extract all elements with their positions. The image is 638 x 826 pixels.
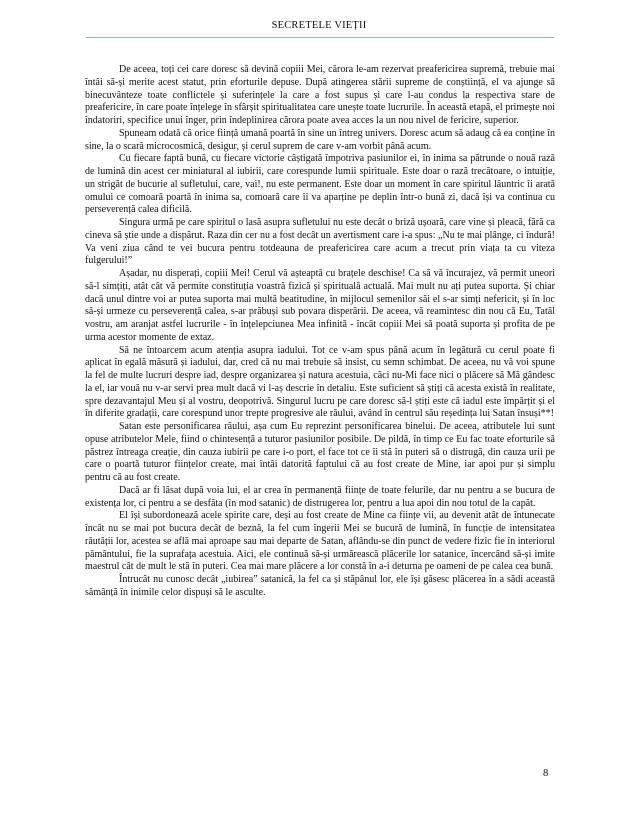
paragraph: El își subordonează acele spirite care, deși au fost create de Mine ca ființe vii, au devenit atât de întunecate încât nu se mai pot bucura decât de beznă, la fel cum îngerii Mei se bucură de lumină, în funcție de intensitatea răutății lor, acestea se află mai aproape sau mai departe de Satan, aflându-se din punct de vedere fizic fie în interiorul pământului, fie la suprafața acestuia. Aici, ele continuă să-și urmărească plăcerile lor satanice, încercând să-și imite maestrul cât de mult le stă în puteri. Cea mai mare plăcere a lor constă în a-i deturna pe oameni de pe calea cea bună. <box>85 510 555 573</box>
paragraph: De aceea, toți cei care doresc să devină copiii Mei, cărora le-am rezervat preafericirea supremă, trebuie mai întâi să-și merite acest statut, prin eforturile depuse. După atingerea stării supreme de conștiință, el va ajunge să binecuvânteze toate conflictele și suferințele la care a fost supus și care l-au condus la respectiva stare de preafericire, în care poate înțelege în sfârșit spiritualitatea care unește toate lucrurile. În această etapă, el primește noi îndatoriri, specifice unui înger, prin îndeplinirea cărora poate avea acces la un nou nivel de fericire, superior. <box>85 64 555 126</box>
paragraph: Să ne întoarcem acum atenția asupra iadului. Tot ce v-am spus până acum în legătură cu cerul poate fi aplicat în egală măsură și iadului, dar, cred că nu mai trebuie să insist, cu semn schimbat. De aceea, nu vă voi spune la fel de multe lucruri despre iad, despre organizarea și natura acestuia, căci nu-Mi face nici o plăcere să Mă gândesc la el, iar vouă nu v-ar servi prea mult dacă vi l-aș descrie în detaliu. Este suficient să știți că acesta există în realitate, spre dezavantajul Meu și al vostru, deopotrivă. Singurul lucru pe care doresc să-l știți este că iadul este împărțit și el în diferite gradații, care corespund unor trepte progresive ale răului, având în centrul său reședința lui Satan însuși**! <box>85 344 555 420</box>
paragraph: Cu fiecare faptă bună, cu fiecare victorie câștigată împotriva pasiunilor ei, în inima sa pătrunde o nouă rază de lumină din acest cer miniatural al iubirii, care corespunde lumii spirituale. Este doar o rază trecătoare, o intuiție, un strigăt de bucurie al sufletului, care, vai!, nu este permanent. Este doar un moment în care spiritul lăuntric îi arată omului ce comoară poartă în inima sa, comoară care îi va aparține pe deplin într-o bună zi, dacă își va continua cu perseverență calea dificilă. <box>85 153 555 216</box>
paragraph: Singura urmă pe care spiritul o lasă asupra sufletului nu este decât o briză ușoară, care vine și pleacă, fără ca cineva să știe unde a dispărut. Raza din cer nu a fost decât un avertisment care i-a spus: „Nu te mai plânge, ci îndură! Va veni ziua când te vei bucura pentru totdeauna de preafericirea care acum a trecut prin viața ta cu viteza fulgerului!” <box>85 217 555 267</box>
header-divider <box>86 37 554 38</box>
paragraph: Satan este personificarea răului, așa cum Eu reprezint personificarea binelui. De aceea, atributele lui sunt opuse atributelor Mele, fiind o chintesență a tuturor pasiunilor posibile. De pildă, în timp ce Eu fac toate eforturile să păstrez întreaga creație, din cauza iubirii pe care i-o port, el face tot ce îi stă în puteri să o distrugă, din cauza urii pe care o poartă tuturor ființelor create, mai întâi datorită faptului că au fost create de Mine, iar apoi pur și simplu pentru că au fost create. <box>85 421 555 483</box>
paragraph: Spuneam odată că orice ființă umană poartă în sine un întreg univers. Doresc acum să adaug că ea conține în sine, la o scară microcosmică, desigur, și cerul suprem de care v-am vorbit până acum. <box>85 127 555 152</box>
page-body <box>85 64 555 600</box>
running-header: SECRETELE VIEȚII <box>271 20 367 31</box>
page-number: 8 <box>543 768 549 779</box>
paragraph: Așadar, nu disperați, copiii Mei! Cerul vă așteaptă cu brațele deschise! Ca să vă încurajez, vă permit uneori să-l simțiți, atât cât vă permite constituția voastră fizică și spirituală actuală. Mai mult nu ați putea suporta. Și chiar dacă unul dintre voi ar putea suporta mai multă beatitudine, în mijlocul semenilor săi el s-ar simți nefericit, și în loc să-și urmeze cu perseverență calea, s-ar prăbuși sub povara disperării. De aceea, vă reamintesc din nou că Eu, Tatăl vostru, am aranjat astfel lucrurile - în înțelepciunea Mea infinită - încât copiii Mei să poată suporta și profita de pe urma acestor momente de extaz. <box>85 268 555 343</box>
paragraph: Întrucât nu cunosc decât „iubirea” satanică, la fel ca și stăpânul lor, ele își găsesc plăcerea în a sădi această sămânță în inimile celor dispuși să le asculte. <box>85 574 555 598</box>
paragraph: Dacă ar fi lăsat după voia lui, el ar crea în permanență ființe de toate felurile, dar nu pentru a se bucura de existența lor, ci pentru a se desfăta (în mod satanic) de distrugerea lor, pentru a lua apoi din nou totul de la capăt. <box>85 484 555 509</box>
